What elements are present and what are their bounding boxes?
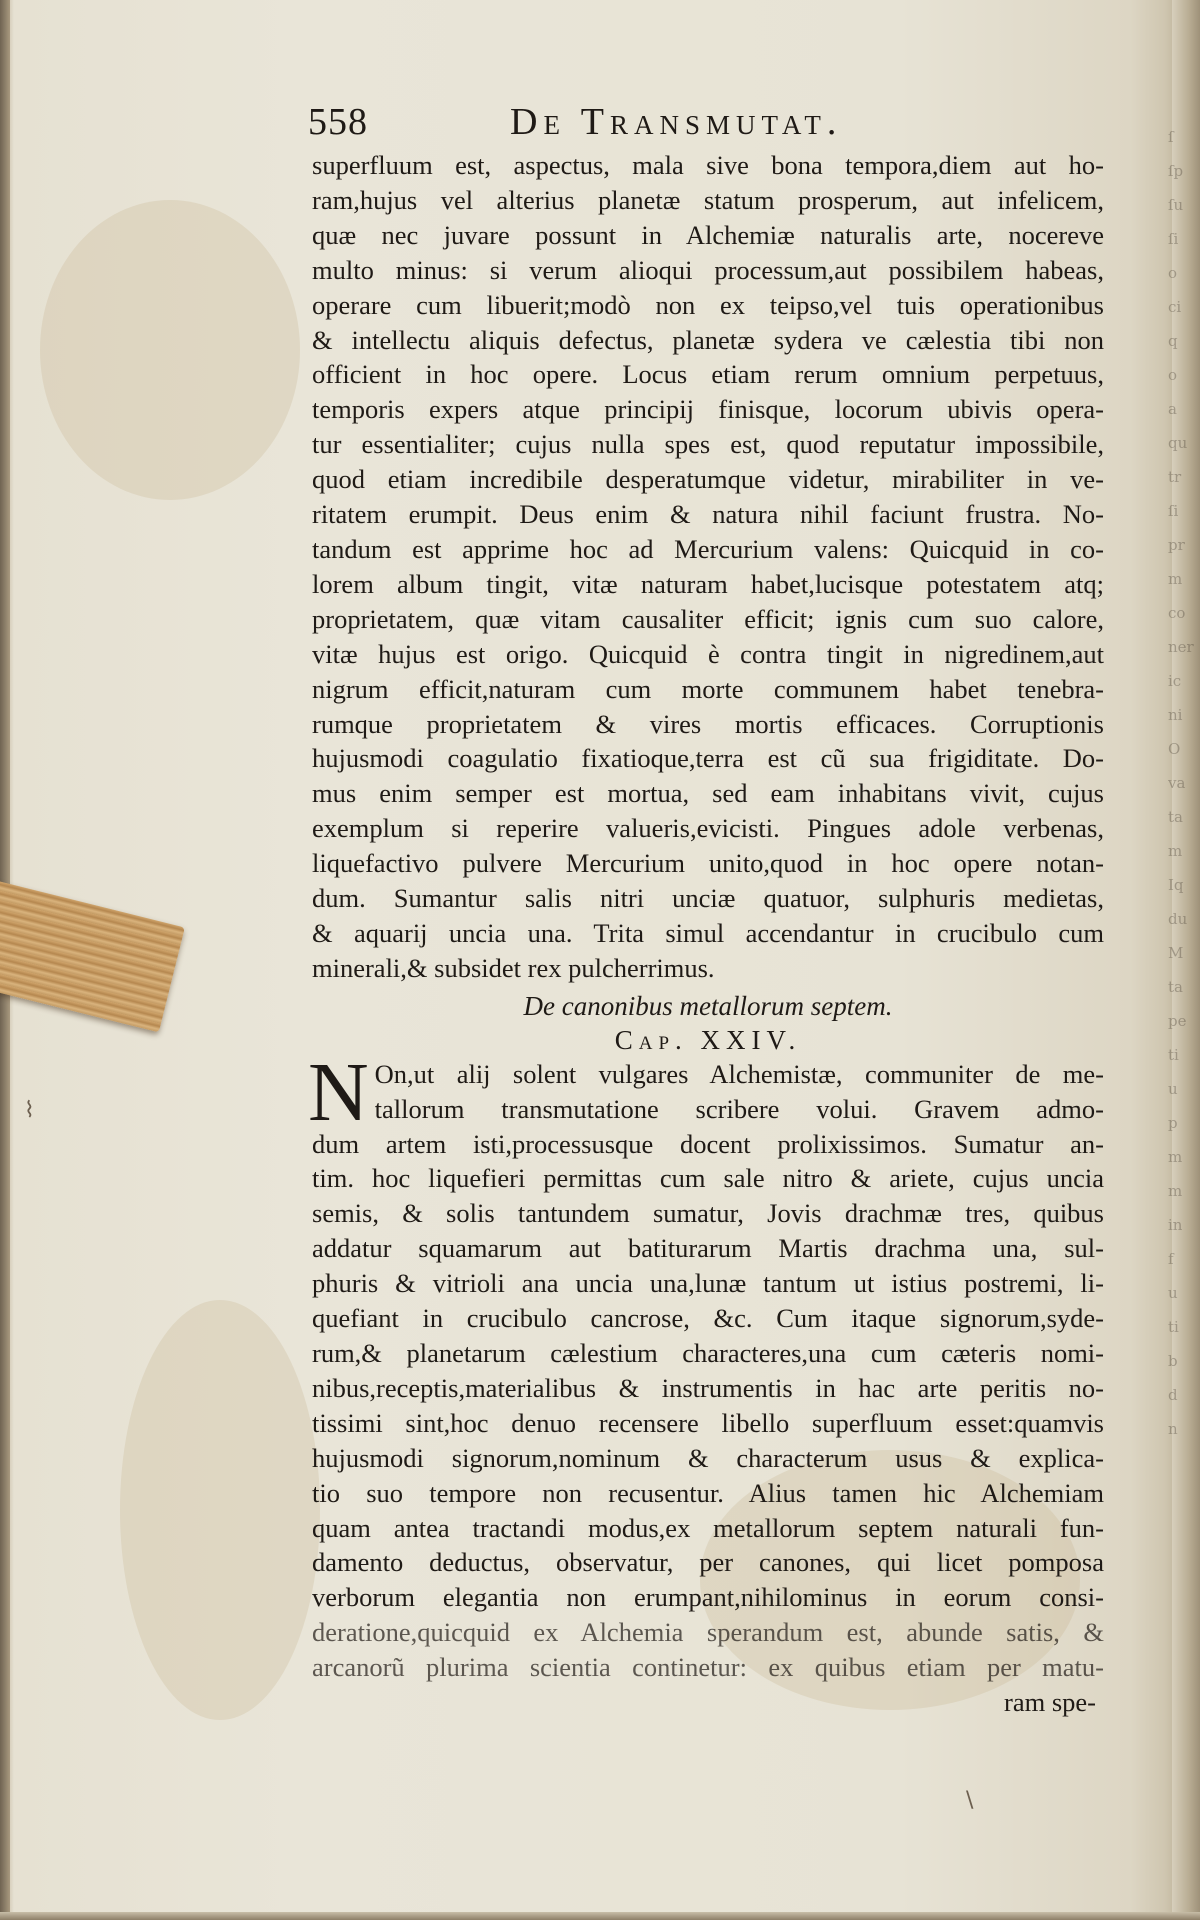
text-line: rum,& planetarum cælestium characteres,una cum cæteris nomi- <box>312 1338 1104 1368</box>
text-line: addatur squamarum aut batiturarum Martis drachma una, sul- <box>312 1233 1104 1264</box>
chapter-title: De canonibus metallorum septem. <box>523 990 893 1021</box>
text-line: quam antea tractandi modus,ex metallorum septem naturali fun- <box>312 1512 1104 1543</box>
text-line: rumque proprietatem & vires mortis efficaces. Corruptionis <box>312 708 1104 739</box>
page-bottom-edge <box>0 1912 1200 1920</box>
text-line: phuris & vitrioli ana uncia una,lunæ tantum ut istius postremi, li- <box>312 1268 1104 1299</box>
paragraph-main <box>312 148 1104 986</box>
text-line: operare cum libuerit;modò non ex teipso,vel tuis operationibus <box>312 289 1104 320</box>
text-line: temporis expers atque principij finisque, locorum ubivis opera- <box>312 394 1104 425</box>
text-line: & intellectu aliquis defectus, planetæ sydera ve cælestia tibi non <box>312 324 1104 355</box>
text-line: tandum est apprime hoc ad Mercurium valens: Quicquid in co- <box>312 533 1104 564</box>
page-number: 558 <box>308 101 368 143</box>
text-line: quæ nec juvare possunt in Alchemiæ naturalis arte, nocereve <box>312 219 1104 250</box>
text-line: semis, & solis tantundem sumatur, Jovis drachmæ tres, quibus <box>312 1198 1104 1229</box>
text-line: On,ut alij solent vulgares Alchemistæ, communiter de me- <box>374 1058 1104 1089</box>
chapter-number: Cap. XXIV. <box>614 1024 802 1055</box>
bleed-through-text: ſ ſp ſu ſi o ci q o a qu tr ſi pr m co ner ic ni O va ta m Iq du M ta pe ti u p m m in f u ti b d n <box>1168 128 1194 1438</box>
running-head <box>308 100 1104 148</box>
paragraph-chapter <box>308 1045 1104 1720</box>
text-line: minerali,& subsidet rex pulcherrimus. <box>312 952 715 983</box>
text-line: multo minus: si verum alioqui processum,aut possibilem habeas, <box>312 254 1104 285</box>
text-line: dum artem isti,processusque docent prolixissimos. Sumatur an- <box>312 1128 1104 1159</box>
text-line: quefiant in crucibulo cancrose, &c. Cum itaque signorum,syde- <box>312 1303 1104 1334</box>
text-line: vitæ hujus est origo. Quicquid è contra tingit in nigredinem,aut <box>312 638 1104 669</box>
drop-cap: N <box>308 1045 369 1139</box>
text-line: officient in hoc opere. Locus etiam rerum omnium perpetuus, <box>312 359 1104 390</box>
text-line: & aquarij uncia una. Trita simul accendantur in crucibulo cum <box>312 917 1104 948</box>
running-title: De Transmutat. <box>510 101 843 143</box>
text-line: dum. Sumantur salis nitri unciæ quatuor, sulphuris medietas, <box>312 883 1104 914</box>
text-line: tallorum transmutatione scribere volui. Gravem admo- <box>374 1093 1104 1124</box>
text-line: tur essentialiter; cujus nulla spes est, quod reputatur impossibile, <box>312 429 1104 460</box>
text-line: hujusmodi coagulatio fixatioque,terra est cũ sua frigiditate. Do- <box>312 743 1104 774</box>
text-line: liquefactivo pulvere Mercurium unito,quod in hoc opere notan- <box>312 848 1104 879</box>
text-line: ram,hujus vel alterius planetæ statum prosperum, aut infelicem, <box>312 184 1104 215</box>
wooden-bookmark <box>0 876 185 1033</box>
text-line: exemplum si reperire valueris,evicisti. Pingues adole verbenas, <box>312 813 1104 844</box>
text-line: verborum elegantia non erumpant,nihilominus in eorum consi- <box>312 1582 1104 1613</box>
ink-mark: ⌇ <box>24 1098 35 1123</box>
text-line: hujusmodi signorum,nominum & characterum usus & explica- <box>312 1442 1104 1473</box>
paper-stain <box>40 200 300 500</box>
text-line: quod etiam incredibile desperatumque videtur, mirabiliter in ve- <box>312 464 1104 495</box>
text-line: lorem album tingit, vitæ naturam habet,lucisque potestatem atq; <box>312 568 1104 599</box>
text-line: deratione,quicquid ex Alchemia sperandum est, abunde satis, & <box>312 1617 1104 1648</box>
text-line: tio suo tempore non recusentur. Alius tamen hic Alchemiam <box>312 1477 1104 1508</box>
ink-mark: \ <box>966 1788 974 1813</box>
text-line: damento deductus, observatur, per canones, qui licet pomposa <box>312 1547 1104 1578</box>
text-line: nigrum efficit,naturam cum morte communem habet tenebra- <box>312 673 1104 704</box>
paper-stain <box>120 1300 320 1720</box>
text-line: nibus,receptis,materialibus & instrumentis in hac arte peritis no- <box>312 1372 1104 1403</box>
text-line: tissimi sint,hoc denuo recensere libello superfluum esset:quamvis <box>312 1407 1104 1438</box>
catchword: ram spe- <box>1004 1687 1096 1718</box>
text-line: arcanorũ plurima scientia continetur: ex quibus etiam per matu- <box>312 1652 1104 1683</box>
text-line: superfluum est, aspectus, mala sive bona tempora,diem aut ho- <box>312 150 1104 180</box>
page-text-block <box>308 100 1104 1720</box>
text-line: proprietatem, quæ vitam causaliter efficit; ignis cum suo calore, <box>312 603 1104 634</box>
text-line: tim. hoc liquefieri permittas cum sale nitro & ariete, cujus uncia <box>312 1163 1104 1194</box>
text-line: mus enim semper est mortua, sed eam inhabitans vivit, cujus <box>312 778 1104 809</box>
text-line: ritatem erumpit. Deus enim & natura nihil faciunt frustra. No- <box>312 499 1104 530</box>
